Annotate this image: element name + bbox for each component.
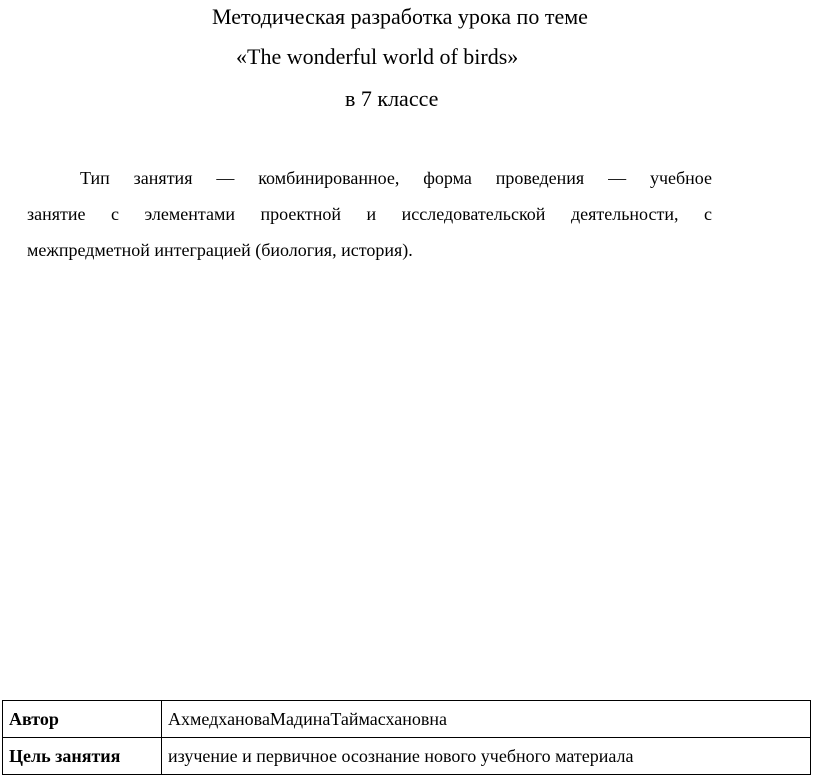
intro-line-1: Тип занятия — комбинированное, форма проведения — учебное (80, 168, 712, 188)
row-label-goal: Цель занятия (3, 738, 162, 775)
row-value-author: АхмедхановаМадинаТаймасхановна (162, 701, 811, 738)
row-value-goal: изучение и первичное осознание нового учебного материала (162, 738, 811, 775)
table-row (3, 701, 811, 738)
document-title-line-3: в 7 классе (345, 86, 439, 111)
intro-paragraph (27, 160, 712, 268)
lesson-info-table (2, 700, 811, 775)
row-label-author: Автор (3, 701, 162, 738)
intro-line-3: межпредметной интеграцией (биология, история). (27, 240, 413, 260)
document-title-line-2: «The wonderful world of birds» (236, 44, 519, 69)
document-title-line-1: Методическая разработка урока по теме (212, 4, 588, 29)
intro-line-2: занятие с элементами проектной и исследовательской деятельности, с (27, 204, 712, 224)
table-row (3, 738, 811, 775)
